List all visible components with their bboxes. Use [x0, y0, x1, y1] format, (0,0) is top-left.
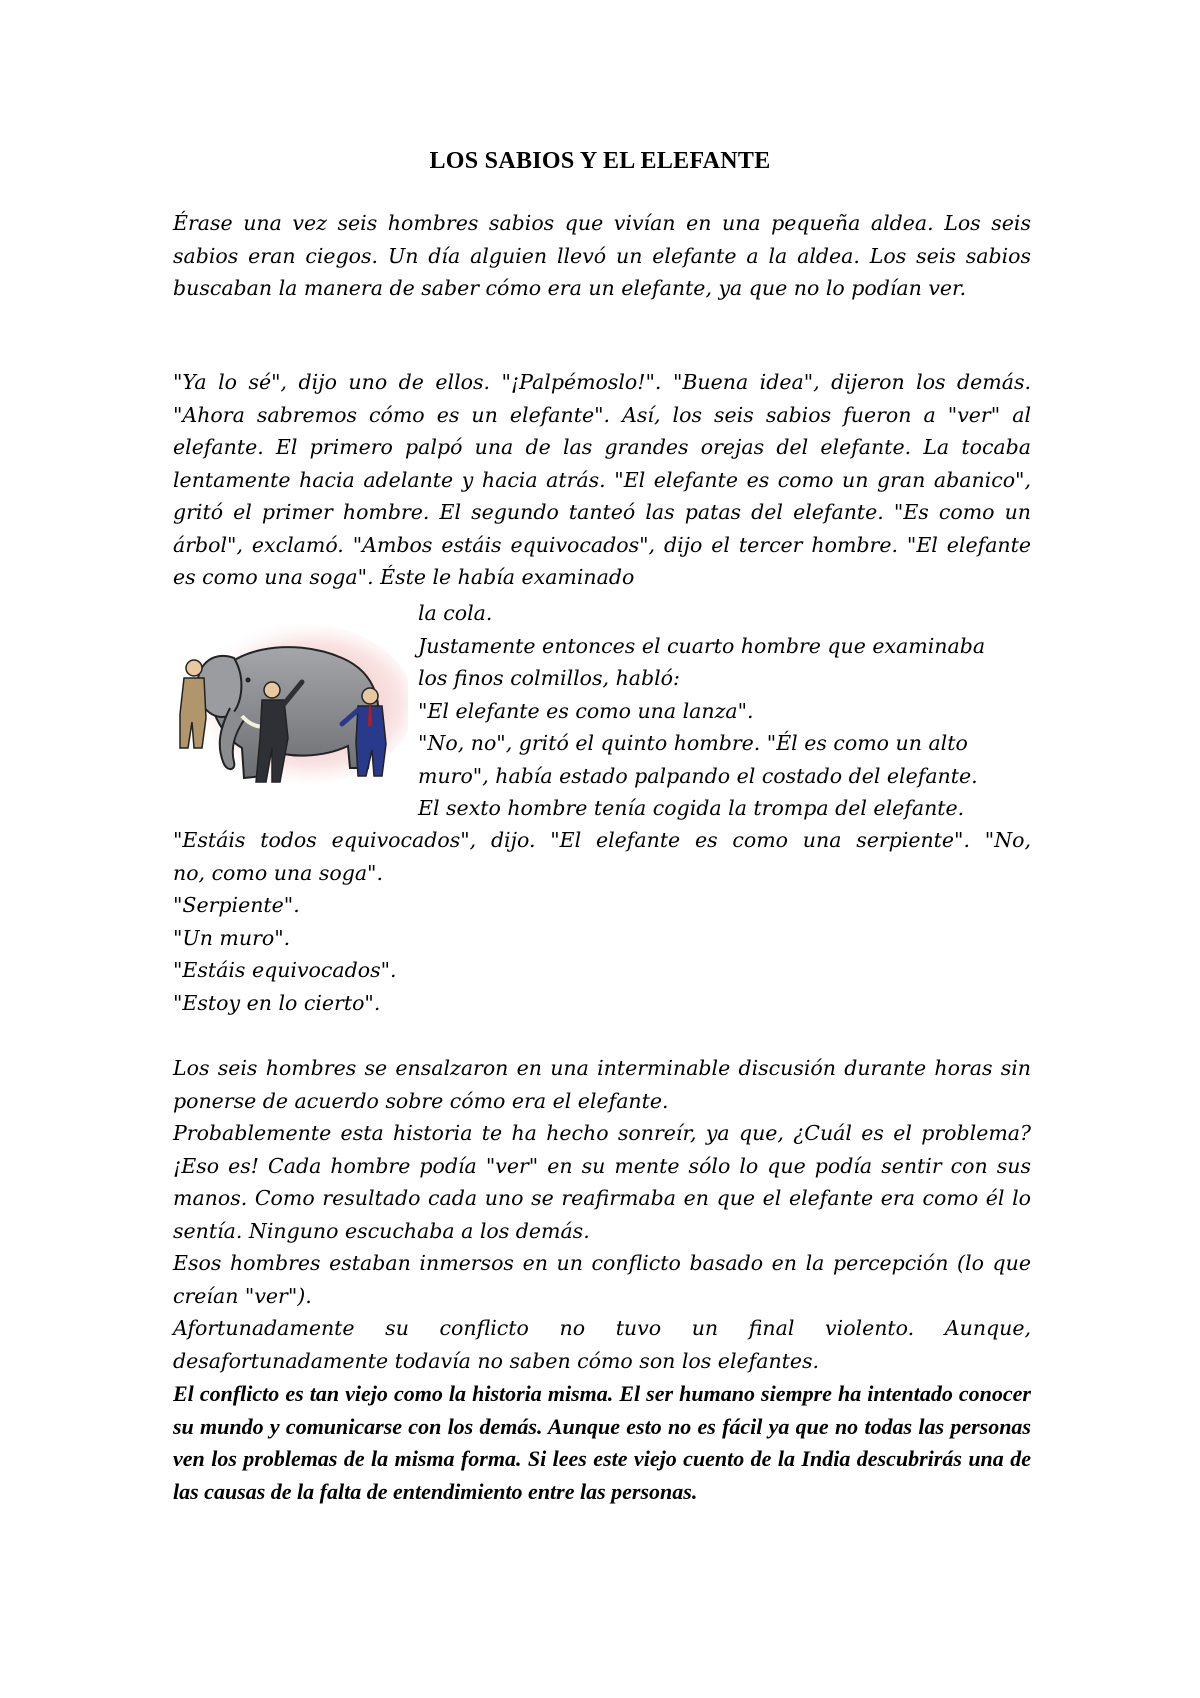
side-line: "No, no", gritó el quinto hombre. "Él es como un alto — [418, 731, 968, 755]
side-line: Justamente entonces el cuarto hombre que examinaba — [418, 633, 986, 658]
dialogue-line: "Serpiente". — [173, 893, 300, 917]
side-text-block — [418, 597, 1031, 825]
side-line: los finos colmillos, habló: — [418, 666, 680, 690]
paragraph-perception: Esos hombres estaban inmersos en un conflicto basado en la percepción (lo que creían "ver"). — [173, 1251, 1031, 1308]
side-line: la cola. — [418, 601, 493, 625]
paragraph-outcome: Afortunadamente su conflicto no tuvo un final violento. Aunque, desafortunadamente todavía no saben cómo son los elefantes. — [173, 1316, 1031, 1373]
blind-men-and-elephant-illustration — [172, 618, 408, 790]
paragraph-conclusion: El conflicto es tan viejo como la historia misma. El ser humano siempre ha intentado conocer su mundo y comunicarse con los demás. Aunque esto no es fácil ya que no todas las personas ven los problemas de la misma forma. Si lees este viejo cuento de la India descubrirás una de las causas de la falta de entendimiento entre las personas. — [173, 1381, 1031, 1504]
paragraph-discussion: Los seis hombres se ensalzaron en una interminable discusión durante horas sin ponerse de acuerdo sobre cómo era el elefante. — [173, 1056, 1031, 1113]
paragraph-wise-men-touch: "Ya lo sé", dijo uno de ellos. "¡Palpémoslo!". "Buena idea", dijeron los demás. "Ahora sabremos cómo es un elefante". Así, los seis sabios fueron a "ver" al elefante. El primero palpó una de las grandes orejas del elefante. La tocaba lentamente hacia adelante y hacia atrás. "El elefante es como un gran abanico", gritó el primer hombre. El segundo tanteó las patas del elefante. "Es como un árbol", exclamó. "Ambos estáis equivocados", dijo el tercer hombre. "El elefante es como una soga". Éste le había examinado — [173, 370, 1031, 589]
dialogue-line: "Estáis equivocados". — [173, 958, 397, 982]
side-line: muro", había estado palpando el costado del elefante. — [418, 763, 978, 788]
paragraph-problem: Probablemente esta historia te ha hecho sonreír, ya que, ¿Cuál es el problema? ¡Eso es! Cada hombre podía "ver" en su mente sólo lo que podía sentir con sus manos. Como resultado cada uno se reafirmaba en que el elefante era como él lo sentía. Ninguno escuchaba a los demás. — [173, 1121, 1031, 1243]
side-line: El sexto hombre tenía cogida la trompa del elefante. — [418, 796, 965, 820]
closing-paragraphs — [173, 1052, 1031, 1377]
side-line: "El elefante es como una lanza". — [418, 698, 754, 723]
dialogue-line: "Estáis todos equivocados", dijo. "El elefante es como una serpiente". "No, — [173, 828, 1031, 852]
dialogue-block — [173, 824, 1031, 1019]
dialogue-line: "Estoy en lo cierto". — [173, 990, 381, 1015]
elephant-eye-shape — [246, 678, 251, 683]
dialogue-line: no, como una soga". — [173, 860, 383, 885]
page-title: LOS SABIOS Y EL ELEFANTE — [429, 148, 771, 174]
paragraph-intro: Érase una vez seis hombres sabios que vivían en una pequeña aldea. Los seis sabios eran ciegos. Un día alguien llevó un elefante a la aldea. Los seis sabios buscaban la manera de saber cómo era un elefante, ya que no lo podían ver. — [173, 211, 1031, 300]
dialogue-line: "Un muro". — [173, 925, 291, 950]
